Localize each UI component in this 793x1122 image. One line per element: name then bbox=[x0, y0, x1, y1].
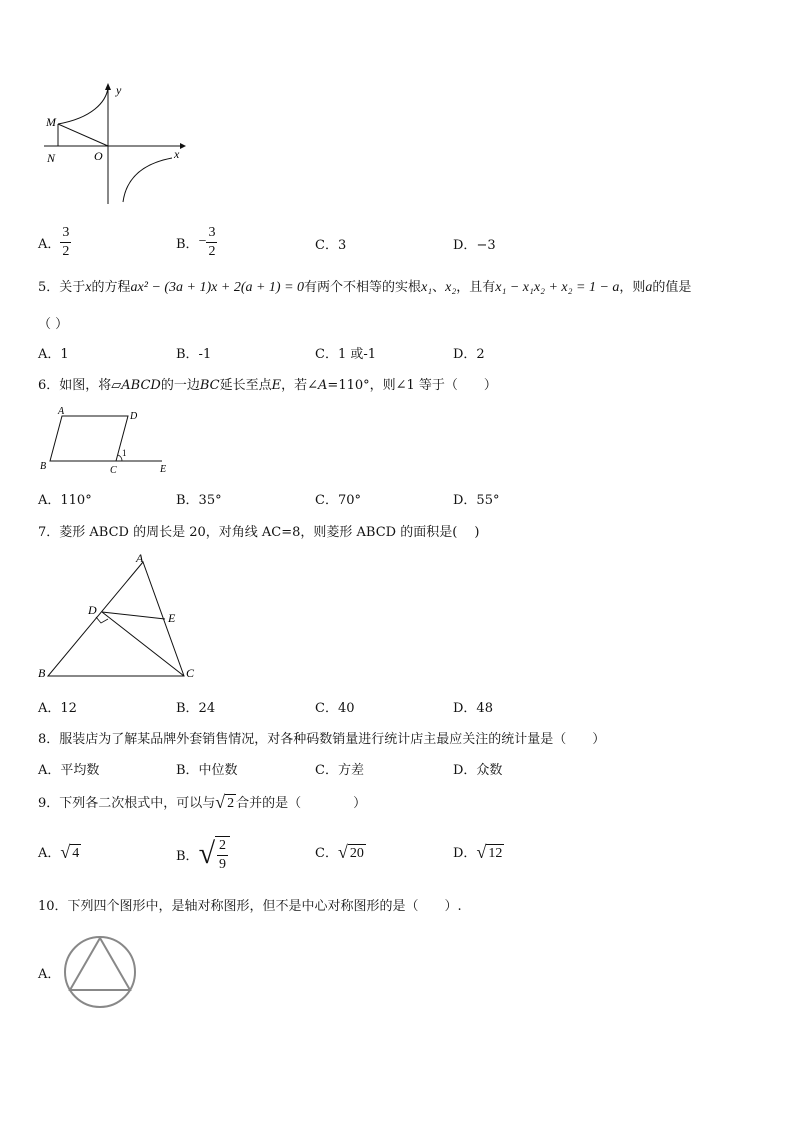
fraction bbox=[206, 226, 217, 259]
denominator: 2 bbox=[62, 243, 70, 259]
option-letter: D． bbox=[453, 238, 477, 253]
q5-answer-paren: （ ） bbox=[38, 317, 69, 332]
q4-hyperbola-figure bbox=[40, 80, 190, 210]
label-c: C bbox=[110, 465, 117, 476]
option-value: 3 bbox=[337, 238, 347, 253]
q6-parallelogram-figure bbox=[38, 402, 178, 477]
q7-option-b[interactable]: B．24 bbox=[176, 701, 216, 716]
radical-sign: √ bbox=[198, 837, 216, 870]
q8-option-d[interactable]: D．众数 bbox=[453, 763, 503, 778]
option-letter: B． bbox=[176, 236, 199, 252]
q5-option-b[interactable]: B．-1 bbox=[176, 347, 212, 362]
right-angle-mark bbox=[96, 617, 108, 623]
option-letter: A． bbox=[38, 236, 61, 252]
q4-option-b[interactable] bbox=[176, 222, 217, 262]
q6-option-d[interactable]: D．55° bbox=[453, 493, 500, 508]
sqrt-expression: √ 12 bbox=[476, 842, 503, 862]
label-x: x bbox=[174, 147, 180, 161]
q4-option-d[interactable] bbox=[453, 234, 496, 253]
label-o: O bbox=[94, 149, 103, 163]
label-a: A bbox=[136, 551, 144, 565]
q4-option-a[interactable] bbox=[38, 222, 71, 262]
label-n: N bbox=[47, 151, 56, 165]
q4-option-c[interactable] bbox=[315, 234, 346, 253]
q9-option-a[interactable]: A． √ 4 bbox=[38, 842, 80, 862]
q6-option-b[interactable]: B．35° bbox=[176, 493, 222, 508]
fraction bbox=[60, 226, 71, 259]
q10-stem: 10．下列四个图形中，是轴对称图形，但不是中心对称图形的是（ ）. bbox=[38, 899, 462, 914]
label-c: C bbox=[186, 666, 195, 680]
q9-option-d[interactable]: D． √ 12 bbox=[453, 842, 503, 862]
q10-option-a[interactable] bbox=[38, 936, 138, 1008]
q5-stem: 5．关于x的方程ax² − (3a + 1)x + 2(a + 1) = 0有两个不相等的实根x₁、x₂，且有x₁ − x₁x₂ + x₂ = 1 − a，则a的值是 bbox=[38, 280, 692, 295]
hyperbola-branch-left bbox=[58, 88, 108, 124]
label-e: E bbox=[168, 611, 176, 625]
label-1: 1 bbox=[122, 448, 127, 458]
numerator: 3 bbox=[206, 226, 217, 243]
q7-triangle-figure bbox=[36, 548, 206, 682]
label-e: E bbox=[160, 464, 167, 475]
q7-stem: 7．菱形 ABCD 的周长是 20，对角线 AC=8，则菱形 ABCD 的面积是( ) bbox=[38, 525, 480, 540]
label-m: M bbox=[46, 115, 56, 129]
sqrt-expression: √ 2 bbox=[215, 792, 235, 812]
x-axis-arrow bbox=[180, 143, 186, 149]
segment-mo bbox=[58, 124, 108, 146]
option-value: −3 bbox=[476, 238, 496, 253]
label-b: B bbox=[40, 461, 47, 472]
label-b: B bbox=[38, 666, 46, 680]
q8-option-c[interactable]: C．方差 bbox=[315, 763, 364, 778]
label-a: A bbox=[58, 406, 65, 417]
option-letter: A． bbox=[38, 966, 61, 982]
q6-stem: 6．如图，将▱ABCD的一边BC延长至点E，若∠A=110°，则∠1 等于（ ） bbox=[38, 378, 497, 393]
hyperbola-branch-right bbox=[123, 158, 172, 202]
option-letter: C． bbox=[315, 238, 338, 253]
q9-stem: 9．下列各二次根式中，可以与 √ 2 合并的是（ ） bbox=[38, 792, 367, 812]
sqrt-fraction: √ $\frac{2}{9}$ bbox=[199, 836, 230, 872]
sqrt-expression: √ 4 bbox=[60, 842, 80, 862]
q5-condition: x₁ − x₁x₂ + x₂ = 1 − a bbox=[495, 280, 620, 295]
q5-option-a[interactable]: A．1 bbox=[38, 347, 69, 362]
q5-option-d[interactable]: D．2 bbox=[453, 347, 485, 362]
parallelogram-abcd bbox=[50, 416, 128, 461]
numerator: 3 bbox=[60, 226, 71, 243]
q8-stem: 8．服装店为了解某品牌外套销售情况，对各种码数销量进行统计店主最应关注的统计量是（ ） bbox=[38, 732, 606, 747]
label-y: y bbox=[116, 83, 122, 97]
q9-option-c[interactable]: C． √ 20 bbox=[315, 842, 364, 862]
q8-option-a[interactable]: A．平均数 bbox=[38, 763, 100, 778]
q7-option-a[interactable]: A．12 bbox=[38, 701, 77, 716]
q7-option-d[interactable]: D．48 bbox=[453, 701, 493, 716]
q9-option-b[interactable]: B． √ $\frac{2}{9}$ bbox=[176, 830, 230, 878]
q5-option-c[interactable]: C．1 或-1 bbox=[315, 347, 377, 362]
q8-option-b[interactable]: B．中位数 bbox=[176, 763, 238, 778]
q6-option-a[interactable]: A．110° bbox=[38, 493, 92, 508]
denominator: 2 bbox=[208, 243, 216, 259]
label-d: D bbox=[130, 411, 138, 422]
q7-option-c[interactable]: C．40 bbox=[315, 701, 355, 716]
sqrt-expression: √ 20 bbox=[337, 842, 364, 862]
label-d: D bbox=[88, 603, 97, 617]
q5-equation: ax² − (3a + 1)x + 2(a + 1) = 0 bbox=[130, 280, 305, 295]
segment-de bbox=[102, 612, 165, 619]
circle-triangle-icon bbox=[62, 934, 138, 1010]
q6-option-c[interactable]: C．70° bbox=[315, 493, 361, 508]
minus-sign: − bbox=[198, 234, 207, 249]
